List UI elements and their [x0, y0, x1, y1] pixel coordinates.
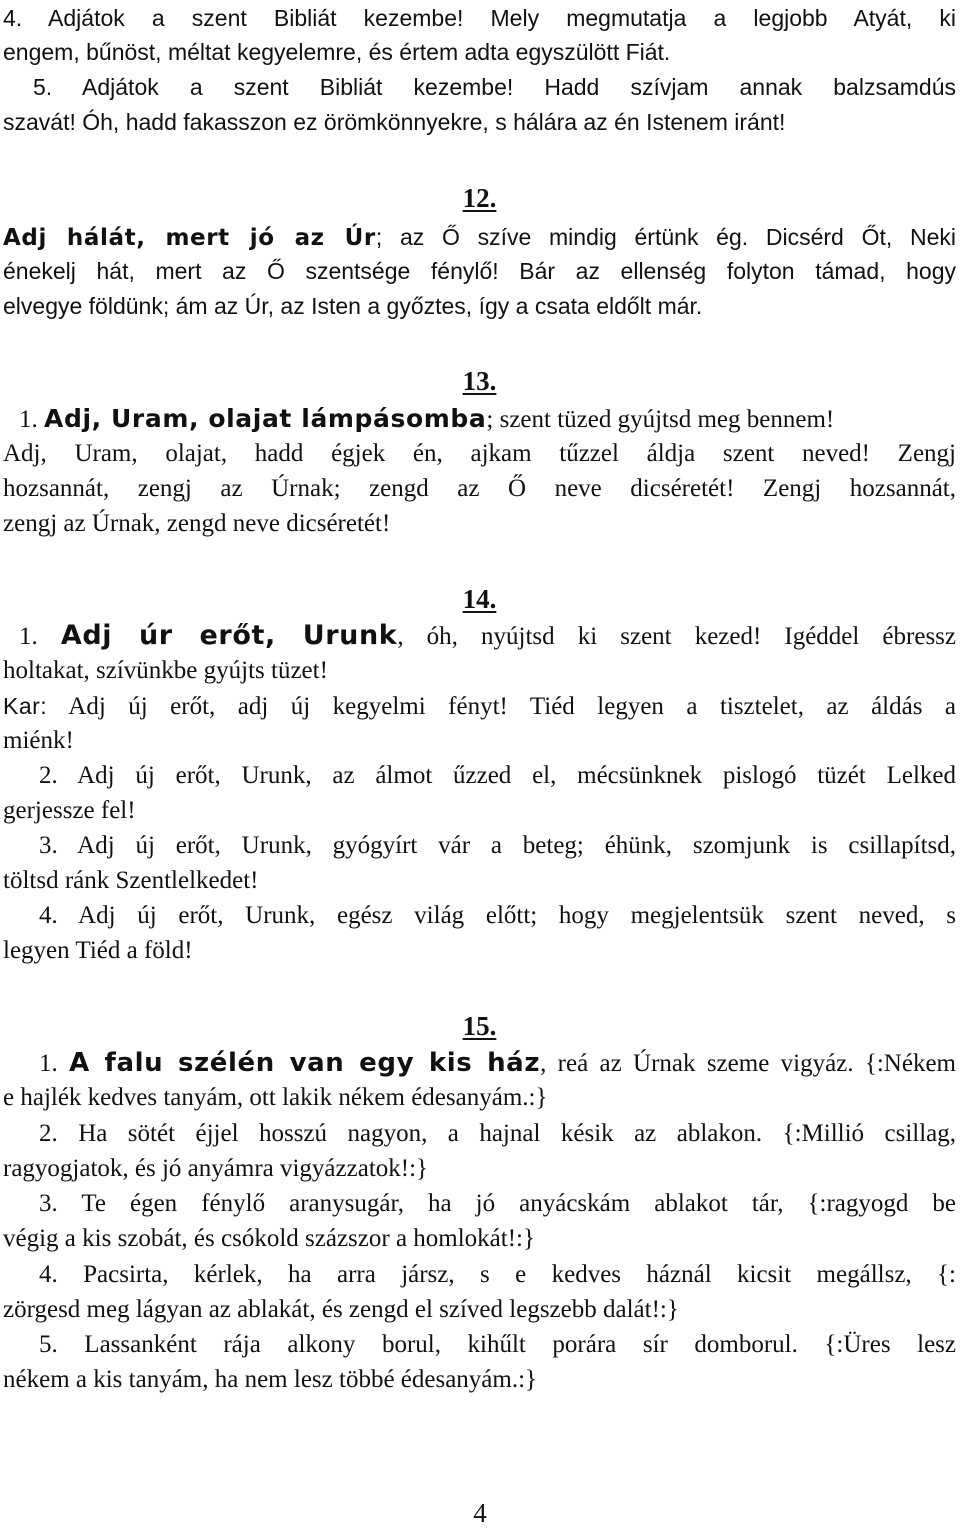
text-line: elvegye földünk; ám az Úr, az Isten a győztes, így a csata eldőlt már. [3, 293, 703, 319]
text-line [3, 222, 956, 253]
text-line: 2. Ha sötét éjjel hosszú nagyon, a hajnal késik az ablakon. {:Millió csillag, [39, 1120, 956, 1147]
hymn-number-14: 14. [462, 584, 497, 614]
text-span: ; az Ő szíve mindig értünk ég. Dicsérd Őt, Neki [375, 224, 956, 250]
hymn-title: Adj hálát, mert jó az Úr [3, 225, 376, 251]
text-line: e hajlék kedves tanyám, ott lakik nékem édesanyám.:} [3, 1084, 548, 1111]
text-line: 4. Pacsirta, kérlek, ha arra jársz, s e kedves háznál kicsit megállsz, {: [39, 1261, 956, 1288]
text-span: , reá az Úrnak szeme vigyáz. {:Nékem [540, 1050, 956, 1077]
text-line: 4. Adj új erőt, Urunk, egész világ előtt; hogy megjelentsük szent neved, s [39, 902, 956, 929]
verse-number: 1. [19, 406, 44, 433]
hymn-title: Adj úr erőt, Urunk [60, 620, 398, 651]
text-line: zörgesd meg lágyan az ablakát, és zengd el szíved legszebb dalát!:} [3, 1296, 679, 1323]
hymn-title: Adj, Uram, olajat lámpásomba [44, 404, 487, 433]
hymn-number-13: 13. [462, 366, 497, 396]
text-span: , óh, nyújtsd ki szent kezed! Igéddel ébressz [397, 623, 957, 650]
hymn-number-15: 15. [462, 1011, 497, 1041]
text-line: töltsd ránk Szentlelkedet! [3, 867, 259, 894]
text-line: 3. Adj új erőt, Urunk, gyógyírt vár a beteg; éhünk, szomjunk is csillapítsd, [39, 832, 956, 859]
text-line: miénk! [3, 727, 74, 754]
page-number: 4 [473, 1498, 487, 1528]
text-line: szavát! Óh, hadd fakasszon ez örömkönnyekre, s hálára az én Istenem iránt! [3, 109, 786, 135]
text-line: legyen Tiéd a föld! [3, 937, 193, 964]
text-line: végig a kis szobát, és csókold százszor a homlokát!:} [3, 1225, 535, 1252]
text-line: 5. Lassanként rája alkony borul, kihűlt porára sír domborul. {:Üres lesz [39, 1331, 956, 1358]
text-line: Adj, Uram, olajat, hadd égjek én, ajkam tűzzel áldja szent neved! Zengj [3, 440, 956, 467]
text-line: 4. Adjátok a szent Bibliát kezembe! Mely megmutatja a legjobb Atyát, ki [3, 5, 956, 31]
text-line: énekelj hát, mert az Ő szentsége fénylő! Bár az ellenség folyton támad, hogy [3, 258, 956, 284]
text-span: Adj új erőt, adj új kegyelmi fényt! Tiéd legyen a tisztelet, az áldás a [47, 693, 956, 720]
text-line: engem, bűnöst, méltat kegyelemre, és értem adta egyszülött Fiát. [3, 39, 671, 65]
hymn-title: A falu szélén van egy kis ház [69, 1048, 541, 1078]
text-line: ragyogjatok, és jó anyámra vigyázzatok!:} [3, 1155, 429, 1182]
verse-number: 1. [19, 623, 61, 650]
text-line: nékem a kis tanyám, ha nem lesz többé édesanyám.:} [3, 1366, 538, 1393]
text-line: 2. Adj új erőt, Urunk, az álmot űzzed el, mécsünknek pislogó tüzét Lelked [39, 762, 956, 789]
text-line: zengj az Úrnak, zengd neve dicséretét! [3, 510, 391, 537]
text-line [19, 621, 956, 652]
text-line [3, 691, 956, 722]
text-line: holtakat, szívünkbe gyújts tüzet! [3, 657, 328, 684]
text-line: 3. Te égen fénylő aranysugár, ha jó anyácskám ablakot tár, {:ragyogd be [39, 1190, 956, 1217]
text-line [39, 1048, 956, 1079]
hymn-number-12: 12. [462, 183, 497, 213]
text-line [19, 404, 956, 435]
verse-number: 1. [39, 1050, 70, 1077]
text-line: gerjessze fel! [3, 797, 136, 824]
text-line: hozsannát, zengj az Úrnak; zengd az Ő neve dicséretét! Zengj hozsannát, [3, 475, 956, 502]
refrain-label: Kar: [3, 693, 48, 719]
text-line: 5. Adjátok a szent Bibliát kezembe! Hadd szívjam annak balzsamdús [33, 74, 956, 100]
text-span: ; szent tüzed gyújtsd meg bennem! [486, 406, 835, 433]
